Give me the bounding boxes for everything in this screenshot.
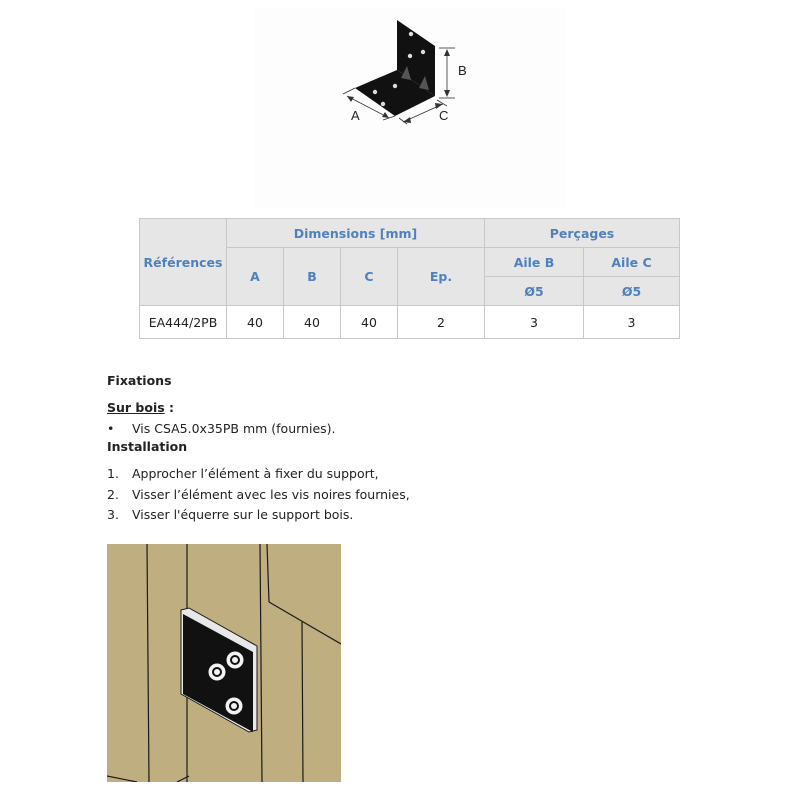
cell-c: 40: [341, 306, 398, 339]
hole-icon: [409, 32, 413, 36]
step-number: 3.: [107, 507, 119, 522]
header-diameter-b: Ø5: [485, 277, 584, 306]
installation-illustration: [107, 544, 341, 782]
cell-ep: 2: [398, 306, 485, 339]
sur-bois-suffix: :: [164, 400, 175, 415]
bullet-icon: •: [107, 421, 115, 436]
bracket-dimension-drawing: [255, 8, 565, 208]
header-dimensions: Dimensions [mm]: [227, 219, 485, 248]
step-text: Approcher l’élément à fixer du support,: [132, 466, 379, 481]
step-text: Visser l'équerre sur le support bois.: [132, 507, 354, 522]
screw-icon: [208, 663, 226, 681]
list-item: [107, 466, 379, 481]
header-a: A: [227, 248, 284, 306]
cell-reference: EA444/2PB: [140, 306, 227, 339]
hole-icon: [393, 84, 397, 88]
fixations-heading: Fixations: [107, 373, 172, 388]
step-text: Visser l’élément avec les vis noires fournies,: [132, 487, 410, 502]
table-row: [140, 306, 680, 339]
header-ep: Ep.: [398, 248, 485, 306]
sur-bois-label: Sur bois: [107, 400, 165, 415]
hole-icon: [421, 50, 425, 54]
header-c: C: [341, 248, 398, 306]
hole-icon: [408, 54, 412, 58]
cell-aile-c: 3: [584, 306, 680, 339]
fixation-item-text: Vis CSA5.0x35PB mm (fournies).: [132, 421, 336, 436]
list-item: [107, 421, 336, 436]
cell-aile-b: 3: [485, 306, 584, 339]
step-number: 1.: [107, 466, 119, 481]
specifications-table: [139, 218, 680, 339]
sur-bois-subheading: [107, 400, 174, 415]
hole-icon: [373, 90, 377, 94]
installation-heading: Installation: [107, 439, 188, 454]
screw-icon: [225, 697, 243, 715]
header-aile-b: Aile B: [485, 248, 584, 277]
cell-a: 40: [227, 306, 284, 339]
dim-label-b: B: [458, 63, 467, 78]
step-number: 2.: [107, 487, 119, 502]
dim-label-a: A: [351, 108, 360, 123]
header-percages: Perçages: [485, 219, 680, 248]
list-item: [107, 487, 410, 502]
hole-icon: [381, 102, 385, 106]
header-b: B: [284, 248, 341, 306]
list-item: [107, 507, 353, 522]
dim-label-c: C: [439, 108, 449, 123]
cell-b: 40: [284, 306, 341, 339]
header-diameter-c: Ø5: [584, 277, 680, 306]
screw-icon: [226, 651, 244, 669]
header-aile-c: Aile C: [584, 248, 680, 277]
header-references: Références: [140, 219, 227, 306]
